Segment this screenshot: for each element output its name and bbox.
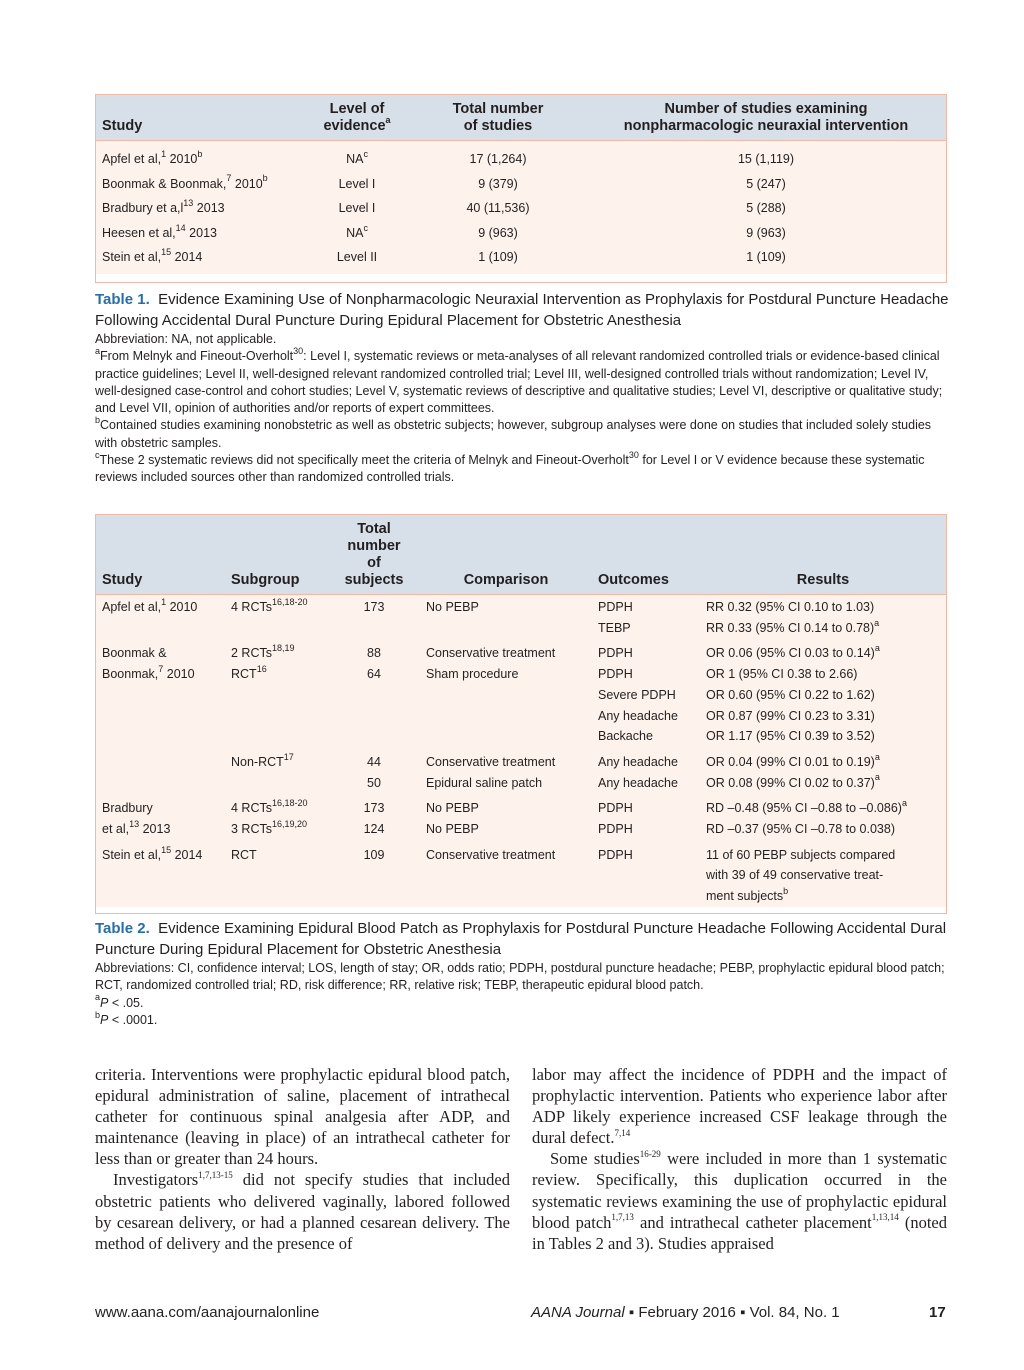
body-paragraph: criteria. Interventions were prophylactic epidural blood patch, epidural administration of saline, placement of intrathecal catheter for continuous spinal analgesia after ADP, and maintenance (leaving in place) of an intrathecal catheter for less than or greater than 24 hours. [95, 1065, 510, 1169]
table-row: Boonmak & 2 RCTs$^{18,19}$ 88 Conservative treatment PDPH OR 0.06 (95% CI 0.03 to 0.14)$^a$ [102, 643, 880, 661]
table-row: Apfel et al,$^1$ 2010$^b$ $NA^c$ 17 (1,264) 15 (1,119) [102, 148, 795, 166]
table-2-note-b: $^b$P < .0001. [95, 1009, 158, 1027]
body-paragraph: Investigators$^{1,7,13-15}$ did not specify studies that included obstetric patients who delivered vaginally, labored followed by cesarean delivery, or had a planned cesarean delivery. The method of delivery and the presence of [95, 1169, 510, 1253]
col-header-study: Study [96, 95, 304, 141]
table-row: Boonmak,$^7$ 2010 RCT$^{16}$ 64 Sham procedure PDPH OR 1 (95% CI 0.38 to 2.66) [102, 663, 858, 682]
table-row: 50 Epidural saline patch Any headache OR 0.08 (99% CI 0.02 to 0.37)$^a$ [367, 772, 880, 790]
footer-citation: AANA Journal ▪ February 2016 ▪ Vol. 84, No. 1 [531, 1304, 840, 1321]
col-header-total: Total number of studies [410, 95, 586, 141]
table-row: Bradbury et $a,l^{13}$ 2013 Level I 40 (11,536) 5 (288) [102, 198, 786, 216]
table-header-row [96, 95, 946, 141]
col-header-level: Level of evidence$^a$ [304, 95, 410, 141]
table-row: Any headache OR 0.87 (99% CI 0.23 to 3.31) [598, 708, 875, 723]
table-2-caption [95, 918, 950, 1029]
table-row: Backache OR 1.17 (95% CI 0.39 to 3.52) [598, 729, 875, 744]
table-1-title: Table 1. Evidence Examining Use of Nonpharmacologic Neuraxial Intervention as Prophylaxis for Postdural Puncture Headache Following Accidental Dural Puncture During Epidural Placement for Obstetric Anesthesia [95, 291, 949, 329]
table-row: Severe PDPH OR 0.60 (95% CI 0.22 to 1.62) [598, 687, 875, 702]
footer-url[interactable]: www.aana.com/aanajournalonline [95, 1304, 320, 1321]
table-1-abbreviation: Abbreviation: NA, not applicable. [95, 332, 277, 346]
table-row: Stein et al,$^{15}$ 2014 RCT 109 Conservative treatment PDPH 11 of 60 PEBP subjects compared with 39 of 49 conservative treat- ment subjects$^b$ [102, 844, 896, 904]
table-row: Stein et al,$^{15}$ 2014 Level II 1 (109) 1 (109) [102, 247, 786, 265]
table-2 [95, 514, 947, 914]
table-row: Bradbury 4 RCTs$^{16,18-20}$ 173 No PEBP PDPH RD –0.48 (95% CI –0.88 to –0.086)$^a$ [102, 798, 907, 816]
col-header-total: Total number of subjects [328, 515, 420, 595]
body-left-column [95, 1064, 510, 1254]
col-header-comparison: Comparison [420, 515, 592, 595]
col-header-subgroup: Subgroup [225, 515, 328, 595]
table-row: Boonmak & Boonmak,$^7$ 2010$^b$ Level I 9 (379) 5 (247) [102, 173, 786, 191]
body-right-column [532, 1064, 947, 1254]
table-2-abbreviations: Abbreviations: CI, confidence interval; LOS, length of stay; OR, odds ratio; PDPH, postdural puncture headache; PEBP, prophylactic epidural blood patch; RCT, randomized controlled trial; RD, risk difference; RR, relative risk; TEBP, therapeutic epidural blood patch. [95, 961, 945, 993]
body-paragraph: Some studies$^{16-29}$ were included in more than 1 systematic review. Specifically, this duplication occurred in the systematic reviews examining the use of prophylactic epidural blood patch$^{1,7,13}$ and intrathecal catheter placement$^{1,13,14}$ (noted in Tables 2 and 3). Studies appraised [532, 1148, 948, 1253]
table-1-note-c: $^c$These 2 systematic reviews did not specifically meet the criteria of Melnyk and Fineout-Overholt$^{30}$ for Level I or V evidence because these systematic reviews included sources other than randomized controlled trials. [95, 449, 925, 485]
table-row: Apfel et al,$^1$ 2010 4 RCTs$^{16,18-20}$ 173 No PEBP PDPH RR 0.32 (95% CI 0.10 to 1.03) [102, 596, 875, 614]
table-1-note-a: $^a$From Melnyk and Fineout-Overholt$^{30}$: Level I, systematic reviews or meta-analyses of all relevant randomized controlled trials or evidence-based clinical practice guidelines; Level II, well-designed relevant randomized controlled trial; Level III, well-designed controlled trials without randomization; Level IV, well-designed case-control and cohort studies; Level V, systematic reviews of descriptive and qualitative studies; Level VI, descriptive or qualitative study; and Level VII, opinion of authorities and/or reports of expert committees. [95, 346, 943, 416]
col-header-results: Results [700, 515, 946, 595]
table-1-caption [95, 289, 950, 487]
table-2-title: Table 2. Evidence Examining Epidural Blood Patch as Prophylaxis for Postdural Puncture Headache Following Accidental Dural Puncture During Epidural Placement for Obstetric Anesthesia [95, 920, 947, 958]
table-row: Heesen et al,$^{14}$ 2013 $NA^c$ 9 (963) 9 (963) [102, 222, 786, 240]
col-header-study: Study [96, 515, 225, 595]
table-row: TEBP RR 0.33 (95% CI 0.14 to 0.78)$^a$ [598, 617, 880, 635]
table-1-note-b: $^b$Contained studies examining nonobstetric as well as obstetric subjects; however, subgroup analyses were done on studies that included solely studies with obstetric samples. [95, 415, 932, 450]
body-paragraph: labor may affect the incidence of PDPH and the impact of prophylactic intervention. Patients who experience labor after ADP likely experience increased CSF leakage through the dural defect.$^{7,14}$ [532, 1065, 947, 1148]
table-1 [95, 94, 947, 283]
table-row: et al,$^{13}$ 2013 3 RCTs$^{16,19,20}$ 124 No PEBP PDPH RD –0.37 (95% CI –0.78 to 0.038) [102, 818, 896, 837]
table-row: Non-RCT$^{17}$ 44 Conservative treatment Any headache OR 0.04 (99% CI 0.01 to 0.19)$^a$ [231, 751, 880, 769]
table-2-note-a: $^a$P < .05. [95, 992, 144, 1010]
table-header-row [96, 515, 946, 595]
col-header-nonpharm: Number of studies examining nonpharmacologic neuraxial intervention [586, 95, 946, 141]
page-number: 17 [929, 1304, 946, 1321]
col-header-outcomes: Outcomes [592, 515, 700, 595]
